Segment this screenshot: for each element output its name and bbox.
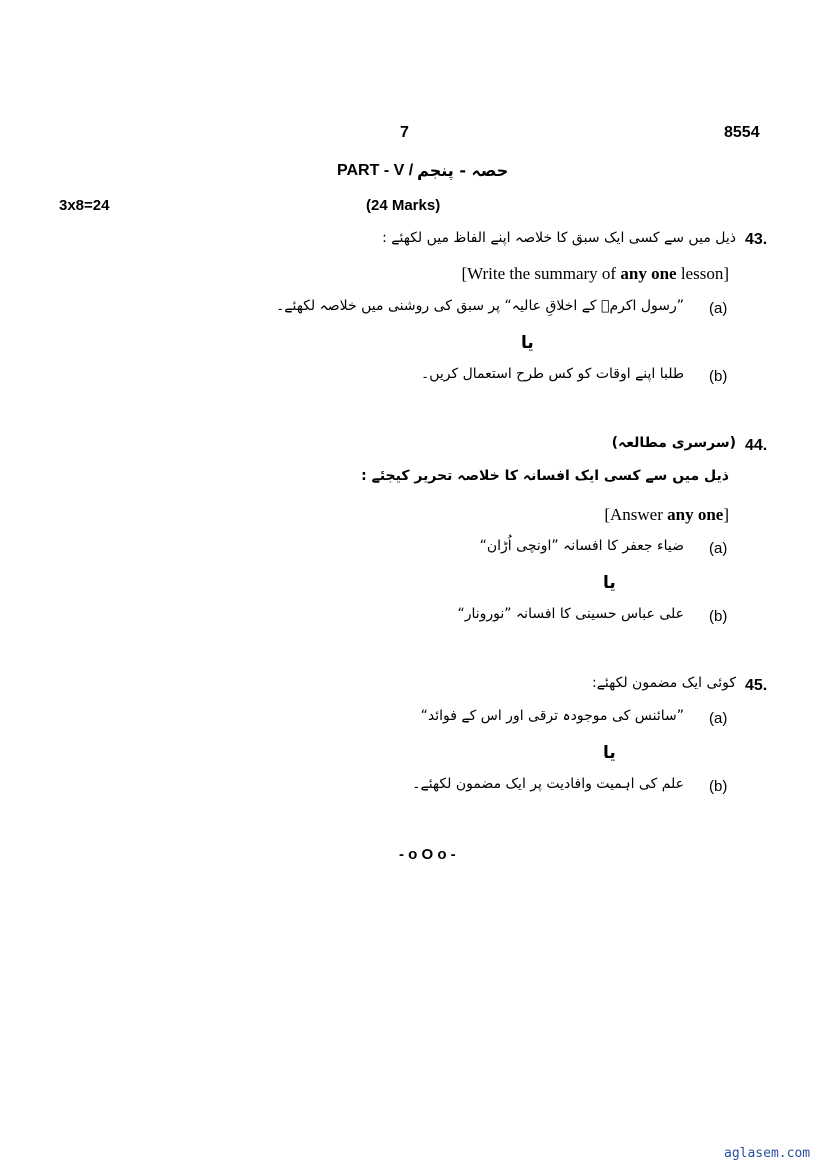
q43-urdu-instruction: ذیل میں سے کسی ایک سبق کا خلاصہ اپنے الفاظ میں لکھئے : <box>382 230 736 246</box>
q43-option-a-text: ”رسول اکرمؐ کے اخلاقِ عالیہ“ پر سبق کی روشنی میں خلاصہ لکھئے۔ <box>276 298 684 314</box>
q44-english-instruction <box>604 505 729 525</box>
part-title <box>337 161 508 180</box>
marks-total: (24 Marks) <box>366 197 441 214</box>
end-of-paper-mark: - o O o - <box>399 846 456 863</box>
q45-urdu-instruction: کوئی ایک مضمون لکھئے: <box>592 675 736 691</box>
q44-english-prefix: [Answer <box>604 505 668 524</box>
q44-urdu-instruction: ذیل میں سے کسی ایک افسانہ کا خلاصہ تحریر کیجئے : <box>361 468 729 484</box>
q44-english-bold: any one <box>667 505 724 524</box>
paper-code: 8554 <box>724 124 760 141</box>
q43-or: یا <box>521 333 534 353</box>
q45-option-a-text: ”سائنس کی موجودہ ترقی اور اس کے فوائد“ <box>420 708 684 724</box>
question-number-45: 45. <box>745 677 768 694</box>
q44-option-a-text: ضیاء جعفر کا افسانہ ”اونچی اُڑان“ <box>479 538 684 554</box>
q43-english-bold: any one <box>620 264 677 283</box>
q45-option-b-text: علم کی اہمیت وافادیت پر ایک مضمون لکھئے۔ <box>412 776 684 792</box>
q45-option-a-label: (a) <box>709 710 728 727</box>
q43-option-b-text: طلبا اپنے اوقات کو کس طرح استعمال کریں۔ <box>420 366 684 382</box>
marks-formula: 3x8=24 <box>59 197 110 214</box>
q45-option-b-label: (b) <box>709 778 728 795</box>
q44-or: یا <box>603 573 616 593</box>
q44-urdu-heading: (سرسری مطالعہ) <box>611 435 736 451</box>
part-title-english: PART - V / <box>337 161 414 179</box>
part-title-urdu: حصہ - پنجم <box>417 161 509 180</box>
question-number-44: 44. <box>745 437 768 454</box>
question-number-43: 43. <box>745 231 768 248</box>
watermark-link[interactable]: aglasem.com <box>724 1146 811 1161</box>
q43-english-instruction <box>461 264 729 284</box>
q43-option-b-label: (b) <box>709 368 728 385</box>
q44-option-a-label: (a) <box>709 540 728 557</box>
q44-option-b-text: علی عباس حسینی کا افسانہ ”نورونار“ <box>457 606 684 622</box>
page-number: 7 <box>400 124 409 141</box>
q43-english-suffix: lesson] <box>676 264 729 283</box>
q43-english-prefix: [Write the summary of <box>461 264 621 283</box>
q44-english-suffix: ] <box>723 505 729 524</box>
q44-option-b-label: (b) <box>709 608 728 625</box>
q43-option-a-label: (a) <box>709 300 728 317</box>
q45-or: یا <box>603 743 616 763</box>
